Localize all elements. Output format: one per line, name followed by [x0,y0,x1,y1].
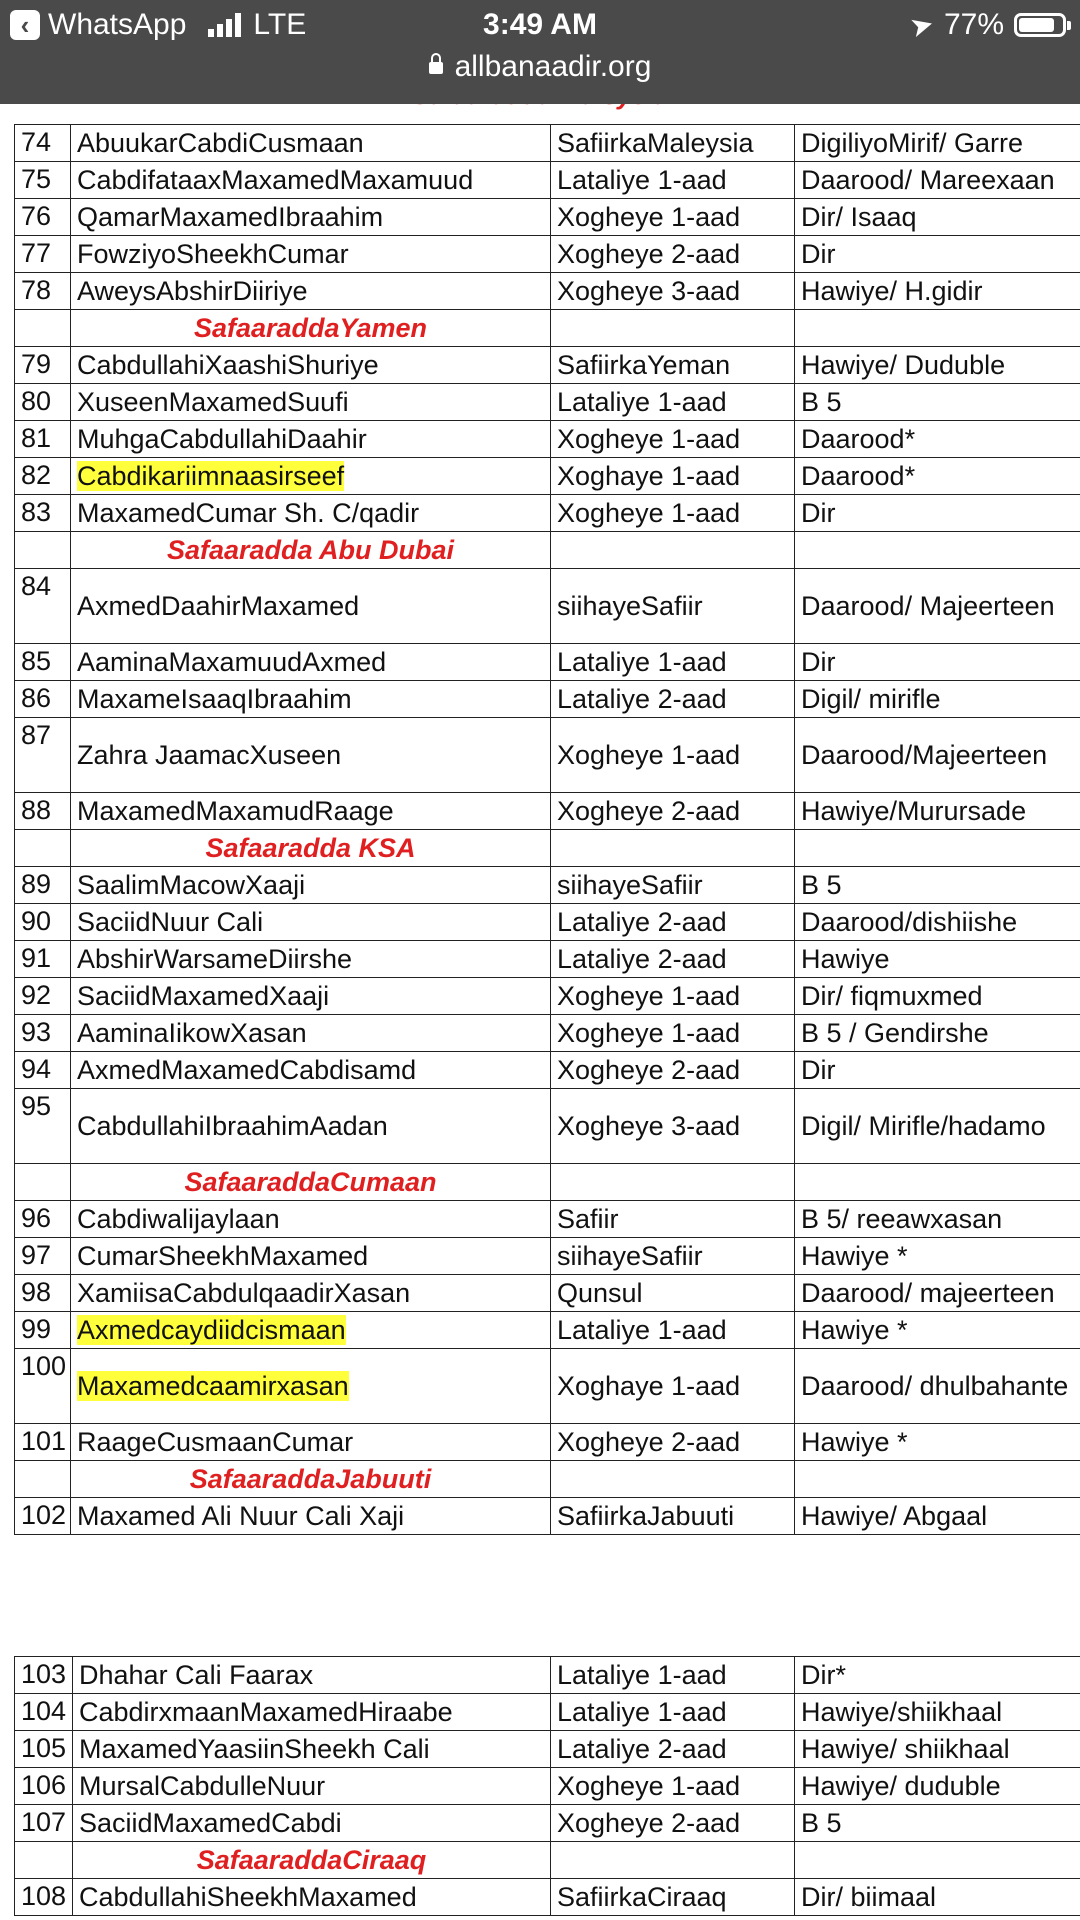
position: Xogheye 1-aad [551,1015,795,1052]
table-row [15,793,1080,830]
position: Xogheye 1-aad [551,495,795,532]
clan: Daarood/ dhulbahante [795,1349,1080,1424]
empty-cell [551,1164,795,1201]
row-number: 78 [15,273,71,310]
table-row [15,495,1080,532]
person-name: SaalimMacowXaaji [71,867,551,904]
person-name: RaageCusmaanCumar [71,1424,551,1461]
empty-cell [551,1842,795,1879]
empty-cell [795,1842,1080,1879]
row-number: 80 [15,384,71,421]
person-name: Maxamed Ali Nuur Cali Xaji [71,1498,551,1535]
table-row [15,1238,1080,1275]
table-row [15,1657,1080,1694]
clan: DigiliyoMirif/ Garre [795,125,1080,162]
position: Xogheye 3-aad [551,273,795,310]
clock: 3:49 AM [483,8,597,41]
lock-icon [429,62,443,74]
person-name: MaxamedCumar Sh. C/qadir [71,495,551,532]
person-name: MaxameIsaaqIbraahim [71,681,551,718]
clan: Hawiye/ Duduble [795,347,1080,384]
network-label: LTE [253,8,307,41]
highlighted-name: Axmedcaydiidcismaan [77,1314,346,1345]
section-title: SafaaraddaYamen [71,310,551,347]
row-number: 81 [15,421,71,458]
person-name: CabdullahiSheekhMaxamed [73,1879,551,1916]
position: Xoghaye 1-aad [551,458,795,495]
table-row [15,1424,1080,1461]
clan: Hawiye * [795,1424,1080,1461]
position: Lataliye 1-aad [551,1657,795,1694]
clan: Daarood/dishiishe [795,904,1080,941]
row-number: 91 [15,941,71,978]
position: Xogheye 1-aad [551,718,795,793]
person-name: SaciidMaxamedXaaji [71,978,551,1015]
person-name: AweysAbshirDiiriye [71,273,551,310]
row-number: 107 [15,1805,73,1842]
position: Xogheye 2-aad [551,1424,795,1461]
position: SafiirkaCiraaq [551,1879,795,1916]
position: SafiirkaMaleysia [551,125,795,162]
table-row [15,125,1080,162]
position: Xogheye 1-aad [551,978,795,1015]
clan: Hawiye/ shiikhaal [795,1731,1080,1768]
section-title: Safaaradda Abu Dubai [71,532,551,569]
back-arrow-icon[interactable]: ‹ [10,10,40,40]
position: Lataliye 1-aad [551,1312,795,1349]
table-row [15,867,1080,904]
position: Qunsul [551,1275,795,1312]
person-name-cell [71,1312,551,1349]
table-row [15,236,1080,273]
clan: Dir* [795,1657,1080,1694]
table-row [15,681,1080,718]
person-name: AxmedDaahirMaxamed [71,569,551,644]
battery-percent: 77% [943,8,1004,41]
clan: Daarood/ Mareexaan [795,162,1080,199]
row-number: 79 [15,347,71,384]
address-bar[interactable] [0,50,1080,84]
row-number: 99 [15,1312,71,1349]
clan: Hawiye * [795,1238,1080,1275]
clan: Dir [795,1052,1080,1089]
person-name: AxmedMaxamedCabdisamd [71,1052,551,1089]
table-row [15,1052,1080,1089]
table-row [15,941,1080,978]
position: Safiir [551,1201,795,1238]
row-number: 100 [15,1349,71,1424]
position: Lataliye 2-aad [551,1731,795,1768]
person-name: SaciidMaxamedCabdi [73,1805,551,1842]
person-name: AaminaMaxamuudAxmed [71,644,551,681]
clan: B 5 [795,867,1080,904]
battery-icon [1014,13,1066,37]
position: Xogheye 3-aad [551,1089,795,1164]
position: Lataliye 1-aad [551,384,795,421]
clan: Dir [795,495,1080,532]
clan: Hawiye/ Abgaal [795,1498,1080,1535]
position: Xogheye 2-aad [551,236,795,273]
back-app-label[interactable]: WhatsApp [48,8,187,41]
person-name: AbuukarCabdiCusmaan [71,125,551,162]
empty-cell [551,830,795,867]
empty-cell [551,532,795,569]
row-number: 88 [15,793,71,830]
highlighted-name: Maxamedcaamirxasan [77,1370,349,1401]
row-number: 95 [15,1089,71,1164]
position: SafiirkaYeman [551,347,795,384]
position: siihayeSafiir [551,867,795,904]
person-name: CabdullahiXaashiShuriye [71,347,551,384]
clan: Digil/ Mirifle/hadamo [795,1089,1080,1164]
clan: Dir/ fiqmuxmed [795,978,1080,1015]
table-row [15,1349,1080,1424]
table-row [15,1768,1080,1805]
clan: Dir/ Isaaq [795,199,1080,236]
table-row [15,1201,1080,1238]
row-number: 82 [15,458,71,495]
empty-cell [15,310,71,347]
table-row [15,718,1080,793]
person-name-cell [71,1349,551,1424]
row-number: 96 [15,1201,71,1238]
person-name: AaminaIikowXasan [71,1015,551,1052]
clan: B 5/ reeawxasan [795,1201,1080,1238]
empty-cell [15,830,71,867]
clan: B 5 [795,1805,1080,1842]
row-number: 93 [15,1015,71,1052]
position: Lataliye 1-aad [551,162,795,199]
table-row [15,1089,1080,1164]
table-row [15,1312,1080,1349]
table-row [15,162,1080,199]
person-name: XuseenMaxamedSuufi [71,384,551,421]
position: Xogheye 1-aad [551,421,795,458]
section-header-row [15,830,1080,867]
clan: Daarood/ Majeerteen [795,569,1080,644]
row-number: 83 [15,495,71,532]
person-name: SaciidNuur Cali [71,904,551,941]
row-number: 106 [15,1768,73,1805]
table-row [15,1275,1080,1312]
row-number: 108 [15,1879,73,1916]
clan: Daarood/Majeerteen [795,718,1080,793]
empty-cell [795,532,1080,569]
clan: Hawiye * [795,1312,1080,1349]
row-number: 75 [15,162,71,199]
position: Lataliye 2-aad [551,681,795,718]
section-title: SafaaraddaJabuuti [71,1461,551,1498]
position: Xogheye 2-aad [551,1805,795,1842]
section-title: SafaaraddaCumaan [71,1164,551,1201]
table-row [15,1015,1080,1052]
table-row [15,904,1080,941]
row-number: 104 [15,1694,73,1731]
clan: Hawiye/ H.gidir [795,273,1080,310]
table-row [15,644,1080,681]
table-row [15,458,1080,495]
position: Xogheye 2-aad [551,1052,795,1089]
table-row [15,199,1080,236]
table-row [15,273,1080,310]
location-arrow-icon: ➤ [906,6,938,44]
person-name: CumarSheekhMaxamed [71,1238,551,1275]
empty-cell [551,1461,795,1498]
empty-cell [15,1164,71,1201]
clan: B 5 / Gendirshe [795,1015,1080,1052]
clan: Hawiye/Murursade [795,793,1080,830]
person-name: QamarMaxamedIbraahim [71,199,551,236]
clan: Daarood* [795,458,1080,495]
position: siihayeSafiir [551,1238,795,1275]
empty-cell [795,830,1080,867]
position: Xoghaye 1-aad [551,1349,795,1424]
row-number: 101 [15,1424,71,1461]
table-row [15,421,1080,458]
position: Xogheye 2-aad [551,793,795,830]
staff-table-1 [14,124,1080,1535]
empty-cell [795,1164,1080,1201]
person-name: Cabdiwalijaylaan [71,1201,551,1238]
position: SafiirkaJabuuti [551,1498,795,1535]
highlighted-name: Cabdikariimnaasirseef [77,460,345,491]
row-number: 105 [15,1731,73,1768]
row-number: 87 [15,718,71,793]
person-name: AbshirWarsameDiirshe [71,941,551,978]
clan: Digil/ mirifle [795,681,1080,718]
table-row [15,347,1080,384]
row-number: 84 [15,569,71,644]
person-name: FowziyoSheekhCumar [71,236,551,273]
person-name: XamiisaCabdulqaadirXasan [71,1275,551,1312]
person-name: Dhahar Cali Faarax [73,1657,551,1694]
section-header-row [15,532,1080,569]
table-row [15,1498,1080,1535]
clan: Hawiye/ duduble [795,1768,1080,1805]
clan: Dir/ biimaal [795,1879,1080,1916]
row-number: 77 [15,236,71,273]
row-number: 98 [15,1275,71,1312]
section-header-row [15,1842,1080,1879]
empty-cell [551,310,795,347]
clan: Dir [795,236,1080,273]
empty-cell [15,1461,71,1498]
section-title: SafaaraddaCiraaq [73,1842,551,1879]
table-row [15,1805,1080,1842]
table-row [15,978,1080,1015]
section-header-row [15,310,1080,347]
clan: Hawiye/shiikhaal [795,1694,1080,1731]
table-row [15,1694,1080,1731]
row-number: 85 [15,644,71,681]
position: Lataliye 1-aad [551,644,795,681]
clan: Daarood* [795,421,1080,458]
position: Xogheye 1-aad [551,1768,795,1805]
row-number: 103 [15,1657,73,1694]
empty-cell [15,532,71,569]
row-number: 89 [15,867,71,904]
row-number: 92 [15,978,71,1015]
row-number: 102 [15,1498,71,1535]
person-name: MursalCabdulleNuur [73,1768,551,1805]
table-row [15,1879,1080,1916]
person-name: MaxamedYaasiinSheekh Cali [73,1731,551,1768]
table-row [15,1731,1080,1768]
clan: Hawiye [795,941,1080,978]
person-name: CabdirxmaanMaxamedHiraabe [73,1694,551,1731]
clan: Daarood/ majeerteen [795,1275,1080,1312]
table-row [15,384,1080,421]
section-title: Safaaradda KSA [71,830,551,867]
position: siihayeSafiir [551,569,795,644]
staff-table-2 [14,1656,1080,1916]
person-name: MuhgaCabdullahiDaahir [71,421,551,458]
position: Xogheye 1-aad [551,199,795,236]
empty-cell [15,1842,73,1879]
status-bar [0,0,1080,104]
person-name: Zahra JaamacXuseen [71,718,551,793]
person-name: CabdullahiIbraahimAadan [71,1089,551,1164]
row-number: 86 [15,681,71,718]
row-number: 90 [15,904,71,941]
position: Lataliye 2-aad [551,941,795,978]
section-header-row [15,1164,1080,1201]
row-number: 94 [15,1052,71,1089]
person-name: MaxamedMaxamudRaage [71,793,551,830]
row-number: 97 [15,1238,71,1275]
section-header-row [15,1461,1080,1498]
row-number: 76 [15,199,71,236]
url-text[interactable]: allbanaadir.org [454,50,652,83]
clan: Dir [795,644,1080,681]
clan: B 5 [795,384,1080,421]
empty-cell [795,310,1080,347]
row-number: 74 [15,125,71,162]
table-row [15,569,1080,644]
position: Lataliye 2-aad [551,904,795,941]
person-name-cell [71,458,551,495]
person-name: CabdifataaxMaxamedMaxamuud [71,162,551,199]
position: Lataliye 1-aad [551,1694,795,1731]
empty-cell [795,1461,1080,1498]
